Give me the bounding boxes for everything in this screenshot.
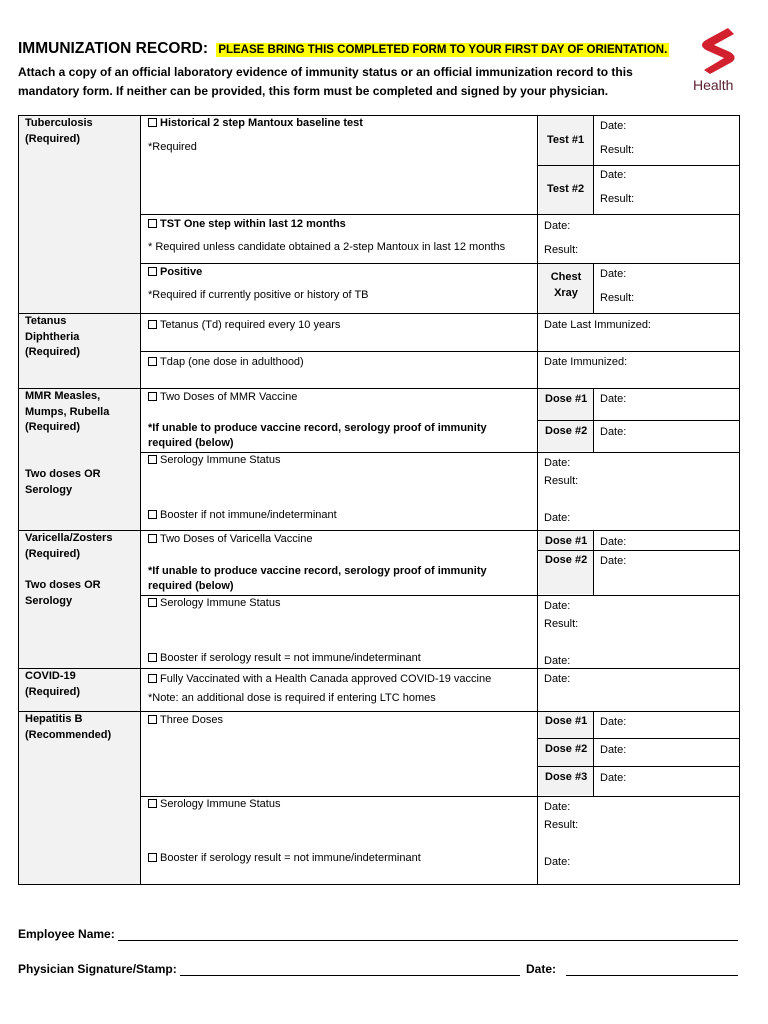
mmr-serology-option[interactable]: Serology Immune Status [148,453,280,468]
checkbox[interactable] [148,219,157,228]
tb-historical-option[interactable]: Historical 2 step Mantoux baseline test [148,116,363,131]
hepb-booster-date-field[interactable]: Date: [544,856,571,868]
category-varicella: Varicella/Zosters (Required) [25,532,113,560]
category-tuberculosis: Tuberculosis (Required) [25,117,93,145]
category-varicella-note: Two doses OR Serology [25,579,101,607]
mmr-booster-date-field[interactable]: Date: [544,512,571,524]
var-serology-result-field[interactable]: Result: [544,618,579,630]
chest-xray-label: Chest Xray [550,271,582,299]
category-hepatitis-b: Hepatitis B (Recommended) [25,713,112,741]
category-tetanus: Tetanus Diphtheria (Required) [25,315,80,358]
td-option[interactable]: Tetanus (Td) required every 10 years [148,318,340,333]
divider [537,165,740,166]
hepb-dose2-label: Dose #2 [545,743,588,755]
instructions: Attach a copy of an official laboratory evidence of immunity status or an official immunization record to this mandatory form. If neither can be provided, this form must be completed and signed by your physician. [18,65,633,98]
divider [537,115,538,885]
td-date-field[interactable]: Date Last Immunized: [544,319,651,331]
form-title [18,40,669,58]
hepb-dose1-label: Dose #1 [545,715,588,727]
mmr-booster-option[interactable]: Booster if not immune/indeterminant [148,508,337,523]
divider [140,351,740,352]
mmr-serology-date-field[interactable]: Date: [544,457,571,469]
hepb-booster-option[interactable]: Booster if serology result = not immune/indeterminant [148,851,421,866]
test2-result-field[interactable]: Result: [600,193,635,205]
checkbox[interactable] [148,455,157,464]
checkbox[interactable] [148,715,157,724]
var-serology-option[interactable]: Serology Immune Status [148,596,280,611]
category-mmr-note: Two doses OR Serology [25,468,101,496]
tdap-date-field[interactable]: Date Immunized: [544,356,628,368]
hepb-three-doses-option[interactable]: Three Doses [148,713,223,728]
physician-signature-line[interactable] [180,975,520,976]
divider [140,214,740,215]
hepb-dose3-label: Dose #3 [545,771,588,783]
covid-vaccinated-option[interactable]: Fully Vaccinated with a Health Canada approved COVID-19 vaccine [148,672,491,687]
divider [593,712,594,796]
mmr-dose2-label: Dose #2 [545,425,588,437]
var-dose2-date-field[interactable]: Date: [600,555,627,567]
var-dose2-label: Dose #2 [545,554,588,566]
divider [537,766,740,767]
checkbox[interactable] [148,534,157,543]
hepb-dose2-date-field[interactable]: Date: [600,744,627,756]
var-dose1-date-field[interactable]: Date: [600,536,627,548]
divider [140,115,141,885]
hepb-dose3-date-field[interactable]: Date: [600,772,627,784]
test1-label: Test #1 [547,134,585,146]
divider [537,550,740,551]
checkbox[interactable] [148,118,157,127]
var-booster-option[interactable]: Booster if serology result = not immune/indeterminant [148,651,421,666]
test2-label: Test #2 [547,183,585,195]
checkbox[interactable] [148,320,157,329]
mmr-serology-note: *If unable to produce vaccine record, serology proof of immunity required (below) [148,422,487,449]
mmr-serology-result-field[interactable]: Result: [544,475,579,487]
tst-result-field[interactable]: Result: [544,244,579,256]
divider [593,264,594,314]
mmr-dose1-date-field[interactable]: Date: [600,393,627,405]
employee-name-label: Employee Name: [18,927,115,941]
var-dose1-label: Dose #1 [545,535,588,547]
test2-date-field[interactable]: Date: [600,169,627,181]
category-covid: COVID-19 (Required) [25,670,80,698]
tb-tst-option[interactable]: TST One step within last 12 months [148,217,346,232]
checkbox[interactable] [148,510,157,519]
covid-note: *Note: an additional dose is required if entering LTC homes [148,692,436,704]
logo-text: Health [693,77,734,93]
divider [18,711,740,712]
xray-date-field[interactable]: Date: [600,268,627,280]
checkbox[interactable] [148,674,157,683]
checkbox[interactable] [148,799,157,808]
covid-date-field[interactable]: Date: [544,673,571,685]
orientation-notice: PLEASE BRING THIS COMPLETED FORM TO YOUR FIRST DAY OF ORIENTATION. [218,44,668,56]
divider [18,668,740,669]
hepb-serology-date-field[interactable]: Date: [544,801,571,813]
divider [537,420,740,421]
form-title-text: IMMUNIZATION RECORD: [18,40,208,57]
var-booster-date-field[interactable]: Date: [544,655,571,667]
checkbox[interactable] [148,598,157,607]
checkbox[interactable] [148,392,157,401]
hepb-serology-option[interactable]: Serology Immune Status [148,797,280,812]
tb-tst-note: * Required unless candidate obtained a 2-step Mantoux in last 12 months [148,241,506,253]
signature-date-label: Date: [526,962,557,976]
mmr-two-doses-option[interactable]: Two Doses of MMR Vaccine [148,390,297,405]
test1-date-field[interactable]: Date: [600,120,627,132]
test1-result-field[interactable]: Result: [600,144,635,156]
var-serology-date-field[interactable]: Date: [544,600,571,612]
xray-result-field[interactable]: Result: [600,292,635,304]
tst-date-field[interactable]: Date: [544,220,571,232]
checkbox[interactable] [148,267,157,276]
mmr-dose1-label: Dose #1 [545,393,588,405]
category-column [19,116,140,884]
tb-positive-option[interactable]: Positive [148,265,202,280]
signature-date-line[interactable] [566,975,738,976]
checkbox[interactable] [148,653,157,662]
divider [593,531,594,595]
checkbox[interactable] [148,853,157,862]
physician-signature-label: Physician Signature/Stamp: [18,962,177,976]
tb-positive-note: *Required if currently positive or history of TB [148,289,369,301]
employee-name-line[interactable] [118,940,738,941]
divider [140,263,740,264]
tdap-option[interactable]: Tdap (one dose in adulthood) [148,355,304,370]
divider [537,738,740,739]
var-two-doses-option[interactable]: Two Doses of Varicella Vaccine [148,532,312,547]
tb-historical-note: *Required [148,141,197,153]
var-serology-note: *If unable to produce vaccine record, serology proof of immunity required (below) [148,565,487,592]
hepb-serology-result-field[interactable]: Result: [544,819,579,831]
category-mmr: MMR Measles, Mumps, Rubella (Required) [25,390,110,433]
mmr-dose2-date-field[interactable]: Date: [600,426,627,438]
checkbox[interactable] [148,357,157,366]
hepb-dose1-date-field[interactable]: Date: [600,716,627,728]
divider [18,313,740,314]
